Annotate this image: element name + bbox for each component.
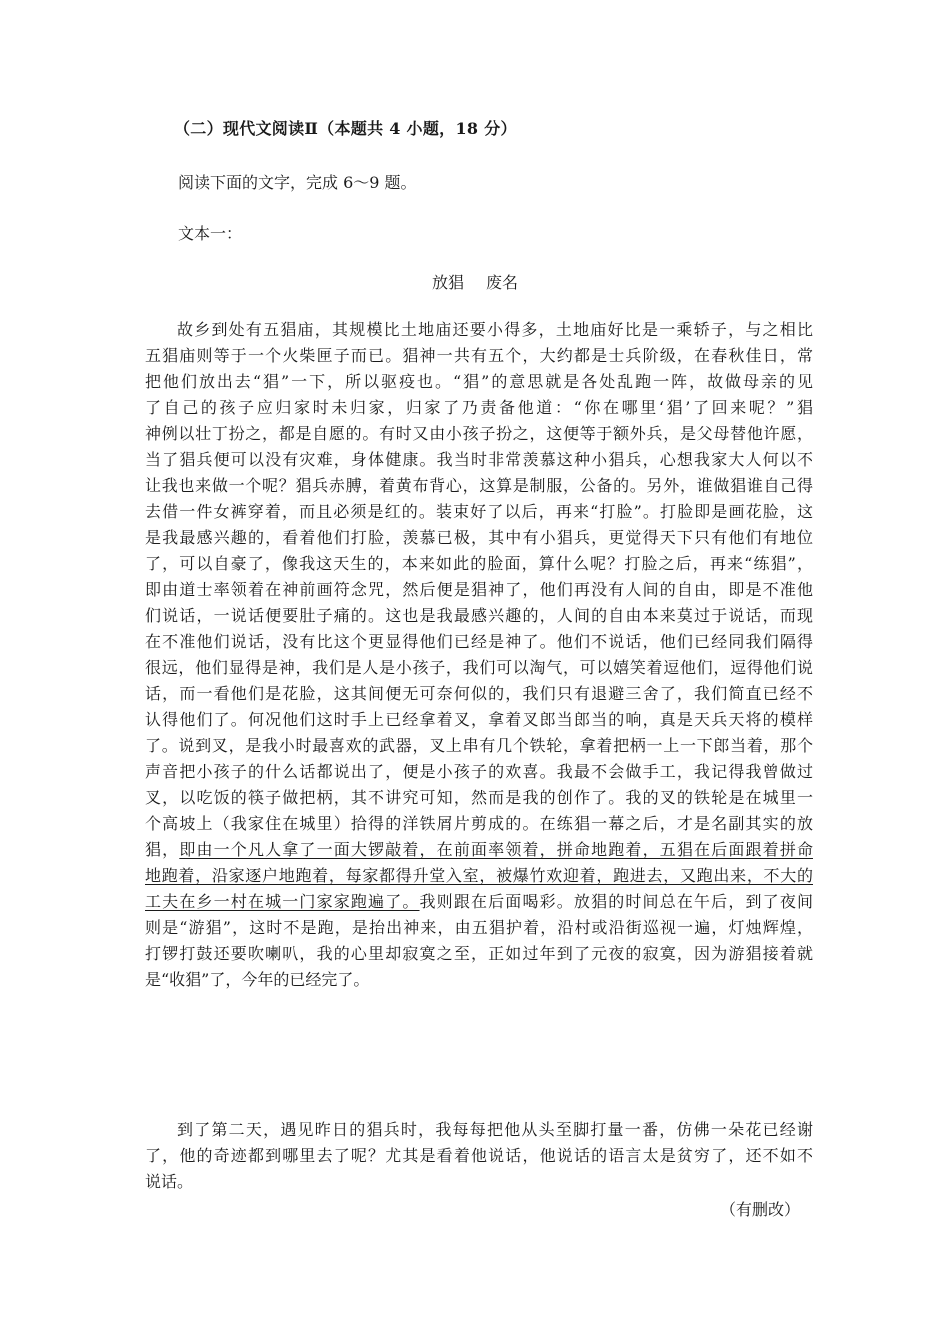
paragraph-line: 即由道士率领着在神前画符念咒，然后便是猖神了，他们再没有人间的自由，即是不准他 (145, 580, 813, 599)
paragraph-line: 是我最感兴趣的，看着他们打脸，羡慕已极，其中有小猖兵，更觉得天下只有他们有地位 (145, 528, 813, 547)
paragraph-line: 说话。 (145, 1172, 194, 1191)
paragraph-line: 在不准他们说话，没有比这个更显得他们已经是神了。他们不说话，他们已经同我们隔得 (145, 632, 813, 651)
paragraph-line-underlined-start: 猖，即由一个凡人拿了一面大锣敲着，在前面率领着，拼命地跑着，五猖在后面跟着拼命 (145, 840, 813, 859)
paragraph-line: 话，而一看他们是花脸，这其间便无可奈何似的，我们只有退避三舍了，我们简直已经不 (145, 684, 813, 703)
article-title: 放猖 (431, 273, 464, 292)
paragraph-line-underlined-end: 工夫在乡一村在城一门家家跑遍了。我则跟在后面喝彩。放猖的时间总在午后，到了夜间 (145, 892, 813, 911)
paragraph-line: 去借一件女裤穿着，而且必须是红的。装束好了以后，再来“打脸”。打脸即是画花脸，这 (145, 502, 813, 521)
article-paragraph-2 (145, 1117, 813, 1195)
paragraph-line: 认得他们了。何况他们这时手上已经拿着叉，拿着叉郎当郎当的响，真是天兵天将的模样 (145, 710, 813, 729)
paragraph-line: 到了第二天，遇见昨日的猖兵时，我每每把他从头至脚打量一番，仿佛一朵花已经谢 (177, 1120, 813, 1139)
paragraph-line: 声音把小孩子的什么话都说出了，便是小孩子的欢喜。我最不会做手工，我记得我曾做过 (145, 762, 813, 781)
paragraph-line: 打锣打鼓还要吹喇叭，我的心里却寂寞之至，正如过年到了元夜的寂寞，因为游猖接着就 (145, 944, 813, 963)
paragraph-line: 了，他的奇迹都到哪里去了呢？尤其是看着他说话，他说话的语言太是贫穷了，还不如不 (145, 1146, 813, 1165)
text-one-label: 文本一： (178, 224, 243, 243)
underlined-passage: 地跑着，沿家逐户地跑着，每家都得升堂入室，被爆竹欢迎着，跑进去，又跑出来，不大的 (145, 866, 813, 885)
section-heading: （二）现代文阅读Ⅱ（本题共 4 小题，18 分） (174, 119, 517, 138)
article-author: 废名 (486, 273, 519, 292)
paragraph-line: 把他们放出去“猖”一下，所以驱疫也。“猖”的意思就是各处乱跑一阵，故做母亲的见 (145, 372, 813, 391)
underlined-passage: 即由一个凡人拿了一面大锣敲着，在前面率领着，拼命地跑着，五猖在后面跟着拼命 (179, 840, 813, 859)
paragraph-line: 是“收猖”了，今年的已经完了。 (145, 970, 370, 989)
paragraph-line: 则是“游猖”，这时不是跑，是抬出神来，由五猖护着，沿村或沿街巡视一遍，灯烛辉煌， (145, 918, 813, 937)
paragraph-line: 神例以壮丁扮之，都是自愿的。有时又由小孩子扮之，这便等于额外兵，是父母替他许愿， (145, 424, 813, 443)
paragraph-line: 了自己的孩子应归家时未归家，归家了乃责备他道：“你在哪里‘猖’了回来呢？”猖 (145, 398, 813, 417)
paragraph-line: 五猖庙则等于一个火柴匣子而已。猖神一共有五个，大约都是士兵阶级，在春秋佳日，常 (145, 346, 813, 365)
article-paragraph-1 (145, 317, 813, 993)
source-note: （有删改） (720, 1200, 801, 1219)
paragraph-line: 了，可以自豪了，像我这天生的，本来如此的脸面，算什么呢？打脸之后，再来“练猖”， (145, 554, 813, 573)
reading-instruction: 阅读下面的文字，完成 6～9 题。 (178, 173, 417, 192)
paragraph-line: 叉，以吃饭的筷子做把柄，其不讲究可知，然而是我的创作了。我的叉的铁轮是在城里一 (145, 788, 813, 807)
paragraph-line: 了。说到叉，是我小时最喜欢的武器，叉上串有几个铁轮，拿着把柄一上一下郎当着，那个 (145, 736, 813, 755)
underlined-passage: 工夫在乡一村在城一门家家跑遍了。 (145, 892, 420, 911)
paragraph-line: 故乡到处有五猖庙，其规模比土地庙还要小得多，土地庙好比是一乘轿子，与之相比 (177, 320, 813, 339)
paragraph-line-underlined (145, 863, 813, 889)
paragraph-line: 们说话，一说话便要肚子痛的。这也是我最感兴趣的，人间的自由本来莫过于说话，而现 (145, 606, 813, 625)
paragraph-line: 很远，他们显得是神，我们是人是小孩子，我们可以淘气，可以嬉笑着逗他们，逗得他们说 (145, 658, 813, 677)
paragraph-line: 个高坡上（我家住在城里）拾得的洋铁屑片剪成的。在练猖一幕之后，才是名副其实的放 (145, 814, 813, 833)
paragraph-line: 让我也来做一个呢？猖兵赤膊，着黄布背心，这算是制服，公备的。另外，谁做猖谁自己得 (145, 476, 813, 495)
article-title-line (0, 270, 950, 293)
paragraph-line: 当了猖兵便可以没有灾难，身体健康。我当时非常羡慕这种小猖兵，心想我家大人何以不 (145, 450, 813, 469)
